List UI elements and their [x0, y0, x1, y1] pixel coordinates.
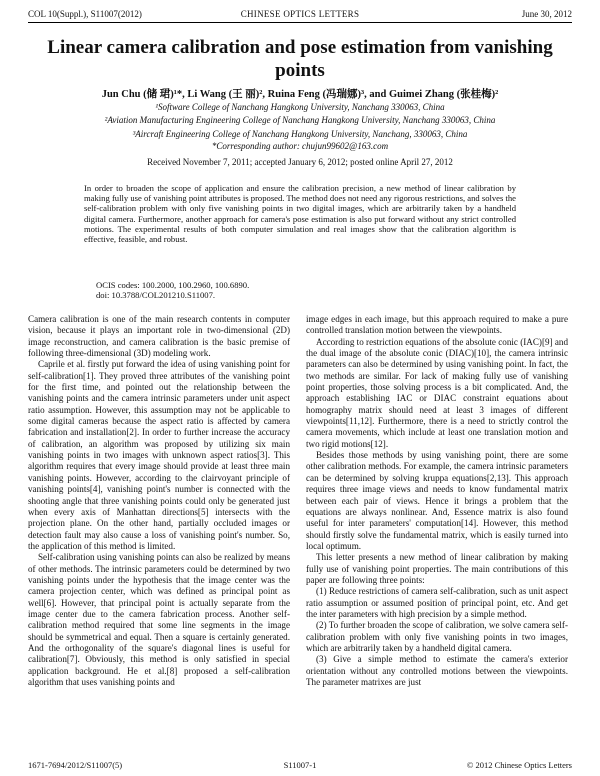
affiliations [28, 101, 572, 141]
paragraph: Self-calibration using vanishing points can also be realized by means of other methods. The intrinsic parameters could be determined by two vanishing points under the hypothesis that the image center was the camera projection center, which was defined as principal point as well[6]. However, that principal point is actually separate from the image center due to the camera fabrication process. Another self-calibration method required that some line segments in the image should be symmetrical and equal. Then a square is certainly generated. And the orthogonality of the square's diagonal lines is useful for calibration[7]. Obviously, this method is only satisfied in special application background. He et al.[8] proposed a self-calibration algorithm that uses vanishing points and [28, 552, 290, 687]
body-column-right [306, 314, 568, 688]
paragraph: Camera calibration is one of the main research contents in computer vision, because it plays an important role in two-dimensional (2D) image reconstruction, and camera calibration is the basic premise of following three-dimensional (3D) modeling work. [28, 314, 290, 359]
paragraph: image edges in each image, but this approach required to make a pure controlled translation motion between the viewpoints. [306, 314, 568, 336]
paragraph: Besides those methods by using vanishing point, there are some other calibration methods. For example, the camera intrinsic parameters can be determined by solving kruppa equations[2,13]. This approach requires three image views and needs to know fundamental matrix between each pair of views. Hence it brings a problem that the equations are always nonlinear. And, Essence matrix is also found useful for inter parameters' computation[14]. However, this method should firstly solve the fundamental matrix, which is easily turned into local optimum. [306, 450, 568, 551]
affiliation: ²Aviation Manufacturing Engineering College of Nanchang Hangkong University, Nanchang 330063, China [104, 115, 496, 126]
paragraph: (3) Give a simple method to estimate the camera's exterior orientation without any controlled motions between the viewpoints. The parameter matrixes are just [306, 654, 568, 687]
journal-citation: COL 10(Suppl.), S11007(2012) [28, 9, 142, 19]
affiliation: ¹Software College of Nanchang Hangkong University, Nanchang 330063, China [155, 102, 445, 112]
page-number: S11007-1 [283, 760, 317, 770]
ocis-codes: OCIS codes: 100.2000, 100.2960, 100.6890. [96, 280, 250, 290]
paragraph: Caprile et al. firstly put forward the idea of using vanishing point for self-calibration[1]. They proved three attributes of the vanishing point for the first time, and pointed out the relationship between the vanishing points and the camera intrinsic parameters under unit aspect ratio assumption. However, this assumption may not be applicable to some digital cameras because the aspect ratio is affected by camera fabrication and installation[2]. In order to further increase the accuracy of calibration, an algorithm was proposed by utilizing six main vanishing points in two images with unknown aspect ratios[3]. This algorithm requires that every image should provide at least three main vanishing points. However, according to the clairvoyant principle of vanishing points[4], vanishing point's number is connected with the shooting angle that three vanishing points could only be generated just when every axis of Manhattan directions[5] intersects with the projection plane. On the other hand, partially occluded images or detection fault may also cause a loss of vanishing point's number. So, the application of this method is limited. [28, 359, 290, 551]
author-list: Jun Chu (储 珺)¹*, Li Wang (王 丽)², Ruina Feng (冯瑞娜)³, and Guimei Zhang (张桂梅)² [101, 89, 499, 100]
body-column-left [28, 314, 290, 688]
paragraph: (1) Reduce restrictions of camera self-calibration, such as unit aspect ratio assumption or assumed position of principal point, etc. And get the inter parameters with high precision by a simple method. [306, 586, 568, 619]
publication-date: June 30, 2012 [521, 9, 572, 19]
doi: doi: 10.3788/COL201210.S11007. [96, 290, 216, 301]
abstract: In order to broaden the scope of application and ensure the calibration precision, a new method of linear calibration by making fully use of vanishing point attributes is proposed. The method does not need any rigorous restrictions, and solves the self-calibration problem with only five vanishing points in two digital images, which are arbitrarily taken by a handheld digital camera. Furthermore, another approach for camera's pose estimation is also put forward without any strict controlled motions. The experimental results of both computer simulation and real images show that the calibration algorithm is effective, feasible, and robust. [84, 183, 516, 245]
received-dates: Received November 7, 2011; accepted January 6, 2012; posted online April 27, 2012 [147, 157, 453, 167]
paragraph: (2) To further broaden the scope of calibration, we solve camera self-calibration problem with only five vanishing points in two images, which are arbitrarily taken by a handheld digital camera. [306, 620, 568, 653]
classification-codes [96, 280, 249, 300]
paper-title: Linear camera calibration and pose estimation from vanishing points [47, 37, 553, 81]
paragraph: According to restriction equations of the absolute conic (IAC)[9] and the dual image of the absolute conic (DIAC)[10], the camera intrinsic parameters can also be determined by using vanishing point. In fact, the two methods are similar. For lack of making fully use of vanishing point properties, those solving process is a bit complicated. And, the approach establishing IAC or DIAC constraint equations about homography matrix should need at least 3 images of different viewpoints[11,12]. Furthermore, there is a need to strictly control the camera movements, which include at least one translation motion and two rigid motions[12]. [306, 336, 568, 449]
corresponding-author: *Corresponding author: chujun99602@163.com [211, 141, 389, 151]
journal-name: CHINESE OPTICS LETTERS [240, 9, 360, 19]
affiliation: ³Aircraft Engineering College of Nanchang Hangkong University, Nanchang, 330063, China [132, 128, 468, 139]
running-header [28, 8, 572, 23]
copyright: © 2012 Chinese Optics Letters [466, 760, 572, 770]
paragraph: This letter presents a new method of linear calibration by making fully use of vanishing point properties. The main contributions of this paper are following three points: [306, 552, 568, 585]
issn: 1671-7694/2012/S11007(5) [28, 760, 123, 770]
